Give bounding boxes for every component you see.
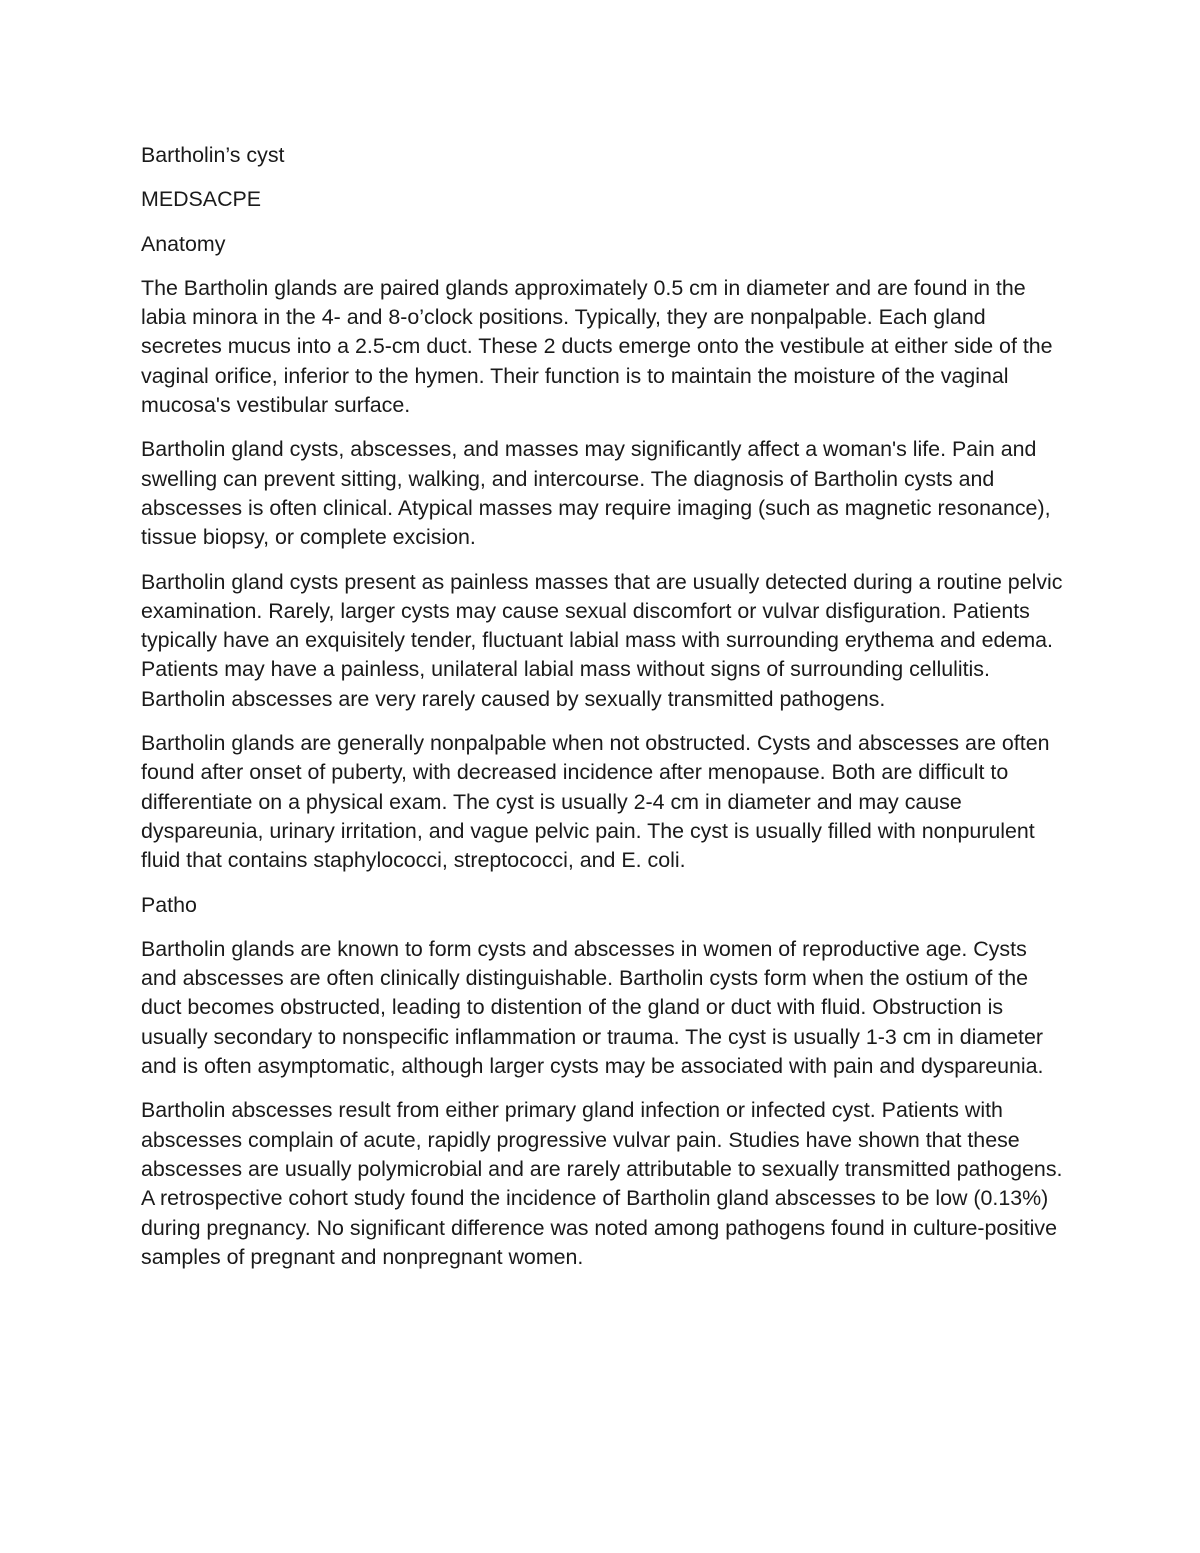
section-heading-patho: Patho — [141, 892, 197, 917]
paragraph: The Bartholin glands are paired glands approximately 0.5 cm in diameter and are found in the labia minora in the 4- and 8-o’clock positions. Typically, they are nonpalpable. Each gland secretes mucus into a 2.5-cm duct. These 2 ducts emerge onto the vestibule at either side of the vaginal orifice, inferior to the hymen. Their function is to maintain the moisture of the vaginal mucosa's vestibular surface. — [141, 275, 1053, 418]
document-page — [141, 141, 1066, 1287]
document-title: Bartholin’s cyst — [141, 143, 285, 167]
paragraph: Bartholin gland cysts, abscesses, and masses may significantly affect a woman's life. Pain and swelling can prevent sitting, walking, and intercourse. The diagnosis of Bartholin cysts and abscesses is often clinical. Atypical masses may require imaging (such as magnetic resonance), tissue biopsy, or complete excision. — [141, 437, 1051, 550]
paragraph: Bartholin glands are generally nonpalpable when not obstructed. Cysts and abscesses are often found after onset of puberty, with decreased incidence after menopause. Both are difficult to differentiate on a physical exam. The cyst is usually 2-4 cm in diameter and may cause dyspareunia, urinary irritation, and vague pelvic pain. The cyst is usually filled with nonpurulent fluid that contains staphylococci, streptococci, and E. coli. — [141, 731, 1050, 873]
document-source: MEDSACPE — [141, 187, 262, 212]
section-heading-anatomy: Anatomy — [141, 231, 226, 256]
paragraph: Bartholin gland cysts present as painless masses that are usually detected during a routine pelvic examination. Rarely, larger cysts may cause sexual discomfort or vulvar disfiguration. Patients typically have an exquisitely tender, fluctuant labial mass with surrounding erythema and edema. Patients may have a painless, unilateral labial mass without signs of surrounding cellulitis. Bartholin abscesses are very rarely caused by sexually transmitted pathogens. — [141, 569, 1063, 711]
paragraph: Bartholin abscesses result from either primary gland infection or infected cyst. Patients with abscesses complain of acute, rapidly progressive vulvar pain. Studies have shown that these abscesses are usually polymicrobial and are rarely attributable to sexually transmitted pathogens. A retrospective cohort study found the incidence of Bartholin gland abscesses to be low (0.13%) during pregnancy. No significant difference was noted among pathogens found in culture-positive samples of pregnant and nonpregnant women. — [141, 1098, 1063, 1269]
paragraph: Bartholin glands are known to form cysts and abscesses in women of reproductive age. Cysts and abscesses are often clinically distinguishable. Bartholin cysts form when the ostium of the duct becomes obstructed, leading to distention of the gland or duct with fluid. Obstruction is usually secondary to nonspecific inflammation or trauma. The cyst is usually 1-3 cm in diameter and is often asymptomatic, although larger cysts may be associated with pain and dyspareunia. — [141, 936, 1044, 1079]
